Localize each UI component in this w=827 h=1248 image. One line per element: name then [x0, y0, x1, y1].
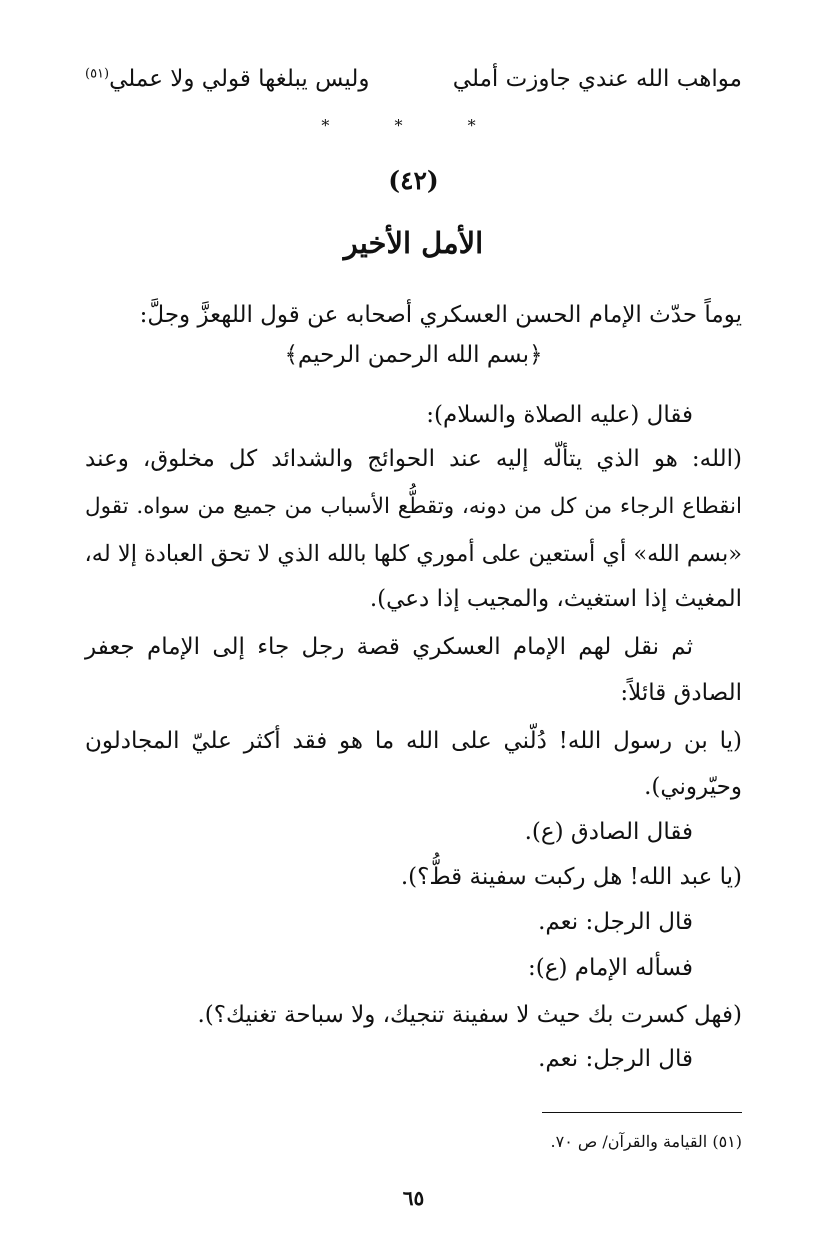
page-number: ٦٥	[402, 1186, 425, 1210]
body-line-intro: يوماً حدّث الإمام الحسن العسكري أصحابه عن قول اللهعزَّ وجلَّ:	[139, 302, 742, 328]
body-line-para3-1: (يا بن رسول الله! دُلّني على الله ما هو فقد أكثر عليّ المجادلون	[85, 728, 742, 754]
poetry-verse	[85, 62, 742, 98]
basmala-quote: ﴿بسم الله الرحمن الرحيم﴾	[284, 342, 543, 368]
chapter-title: الأمل الأخير	[343, 226, 484, 260]
body-line-para3-2: وحيّروني).	[644, 774, 742, 800]
body-line-said-1: فقال (عليه الصلاة والسلام):	[426, 402, 693, 428]
body-line-man-said-2: قال الرجل: نعم.	[538, 1046, 693, 1072]
body-line-para2-1: ثم نقل لهم الإمام العسكري قصة رجل جاء إلى الإمام جعفر	[85, 634, 693, 660]
verse-first-hemistich: مواهب الله عندي جاوزت أملي	[452, 66, 742, 92]
footnote-divider	[542, 1112, 742, 1113]
body-line-said-2: فقال الصادق (ع).	[524, 819, 693, 845]
body-line-para1-2: انقطاع الرجاء من كل من دونه، وتقطُّع الأسباب من جميع من سواه. تقول	[85, 494, 742, 519]
verse-second-hemistich	[85, 62, 370, 96]
body-line-question-2: (فهل كسرت بك حيث لا سفينة تنجيك، ولا سباحة تغنيك؟).	[197, 1002, 742, 1028]
body-line-para1-3: «بسم الله» أي أستعين على أموري كلها بالله الذي لا تحق العبادة إلا له،	[84, 541, 742, 567]
footnote-reference[interactable]: (٥١)	[85, 66, 110, 82]
body-line-question-1: (يا عبد الله! هل ركبت سفينة قطُّ؟).	[400, 864, 742, 890]
body-line-para2-2: الصادق قائلاً:	[620, 680, 742, 706]
verse-second-hemistich-text: وليس يبلغها قولي ولا عملي	[109, 66, 370, 92]
footnote-text: (٥١) القيامة والقرآن/ ص ٧٠.	[550, 1132, 742, 1151]
body-line-man-said-1: قال الرجل: نعم.	[538, 909, 693, 935]
body-line-para1-4: المغيث إذا استغيث، والمجيب إذا دعي).	[369, 586, 742, 612]
body-line-para1-1: (الله: هو الذي يتألّه إليه عند الحوائج والشدائد كل مخلوق، وعند	[85, 446, 742, 472]
body-line-imam-asked: فسأله الإمام (ع):	[528, 955, 693, 981]
chapter-number: (٤٢)	[388, 166, 439, 195]
section-separator: * * *	[321, 116, 506, 135]
